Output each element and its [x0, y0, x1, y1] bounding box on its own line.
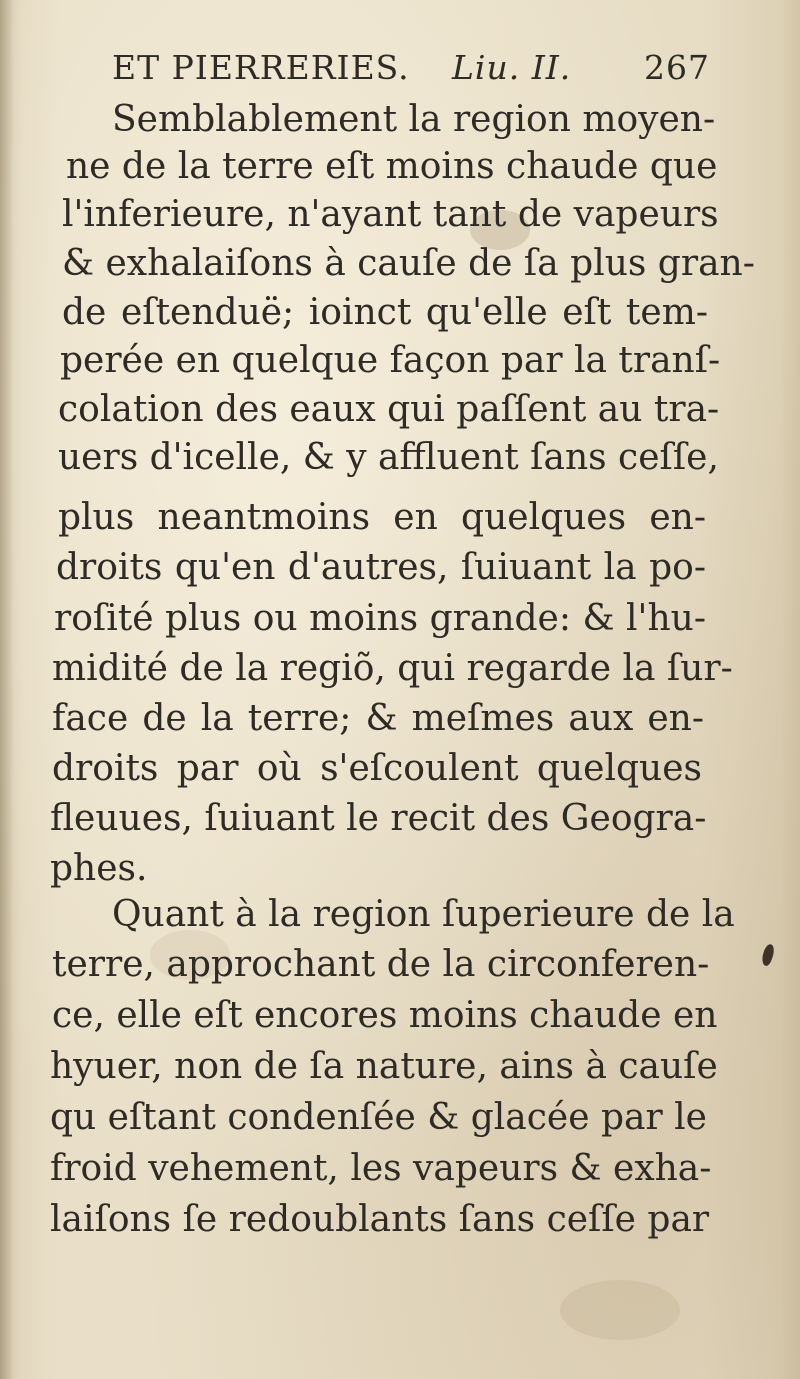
text-line: fleuues, ſuiuant le recit des Geogra-: [50, 798, 707, 839]
page-number: 267: [644, 48, 710, 87]
text-line: face de la terre; & meſmes aux en-: [52, 698, 704, 739]
text-line: hyuer, non de ſa nature, ains à cauſe: [50, 1046, 718, 1087]
text-line: qu eſtant condenſée & glacée par le: [50, 1097, 707, 1138]
text-line: ne de la terre eſt moins chaude que: [66, 146, 718, 187]
text-line: ce, elle eſt encores moins chaude en: [52, 995, 718, 1036]
text-line: laiſons ſe redoublants ſans ceſſe par: [50, 1199, 710, 1240]
text-line: droits par où s'eſcoulent quelques: [52, 748, 702, 789]
running-title: ET PIERRERIES.: [112, 48, 410, 87]
text-line: uers d'icelle, & y affluent ſans ceſſe,: [58, 437, 719, 478]
text-line: terre, approchant de la circonferen-: [52, 944, 710, 985]
text-line: plus neantmoins en quelques en-: [58, 497, 706, 538]
text-line: roſité plus ou moins grande: & l'hu-: [54, 598, 706, 639]
text-line: phes.: [50, 848, 148, 889]
text-line: droits qu'en d'autres, ſuiuant la po-: [56, 547, 706, 588]
text-line: colation des eaux qui paſſent au tra-: [58, 389, 720, 430]
text-line: midité de la regiõ, qui regarde la ſur-: [52, 648, 733, 689]
text-line: & exhalaiſons à cauſe de ſa plus gran-: [62, 243, 755, 284]
text-line: de eſtenduë; ioinct qu'elle eſt tem-: [62, 292, 708, 333]
text-line: perée en quelque façon par la tranſ-: [60, 340, 721, 381]
text-line: l'inferieure, n'ayant tant de vapeurs: [62, 194, 719, 235]
book-reference: Liu. II.: [452, 48, 572, 87]
text-line: froid vehement, les vapeurs & exha-: [50, 1148, 712, 1189]
text-line: Quant à la region ſuperieure de la: [112, 894, 735, 935]
text-line: Semblablement la region moyen-: [112, 99, 716, 140]
